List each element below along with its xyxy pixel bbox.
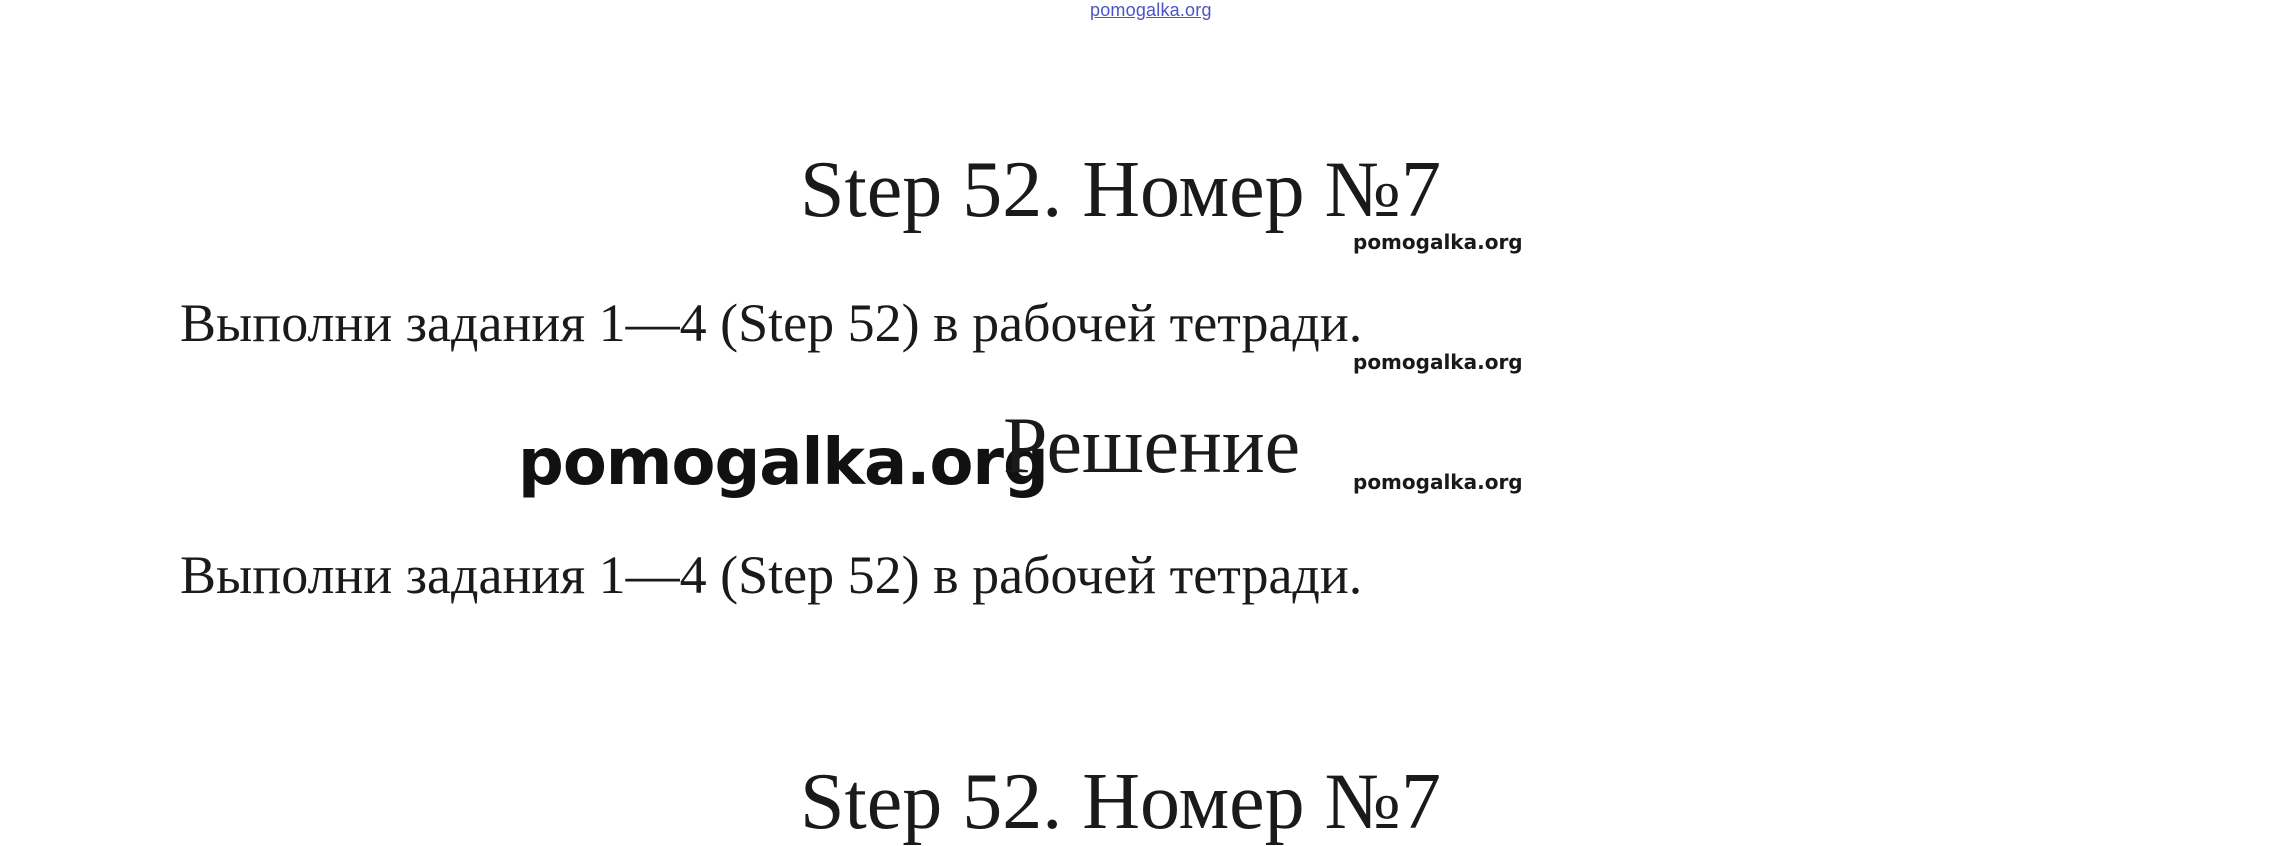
next-title-cutoff bbox=[800, 740, 1520, 846]
watermark-small: pomogalka.org bbox=[1353, 230, 1523, 254]
watermark-large: pomogalka.org bbox=[518, 426, 1048, 500]
watermark-link[interactable]: pomogalka.org bbox=[1090, 0, 1212, 20]
solution-text: Выполни задания 1—4 (Step 52) в рабочей тетради. bbox=[180, 545, 1363, 605]
solution-heading: Решение bbox=[1003, 402, 1301, 490]
watermark-small: pomogalka.org bbox=[1353, 470, 1523, 494]
page-title: Step 52. Номер №7 bbox=[800, 146, 1441, 234]
watermark-small: pomogalka.org bbox=[1353, 350, 1523, 374]
next-title-fragment: Step 52. Номер №7 bbox=[800, 758, 1441, 846]
task-text: Выполни задания 1—4 (Step 52) в рабочей тетради. bbox=[180, 293, 1363, 353]
